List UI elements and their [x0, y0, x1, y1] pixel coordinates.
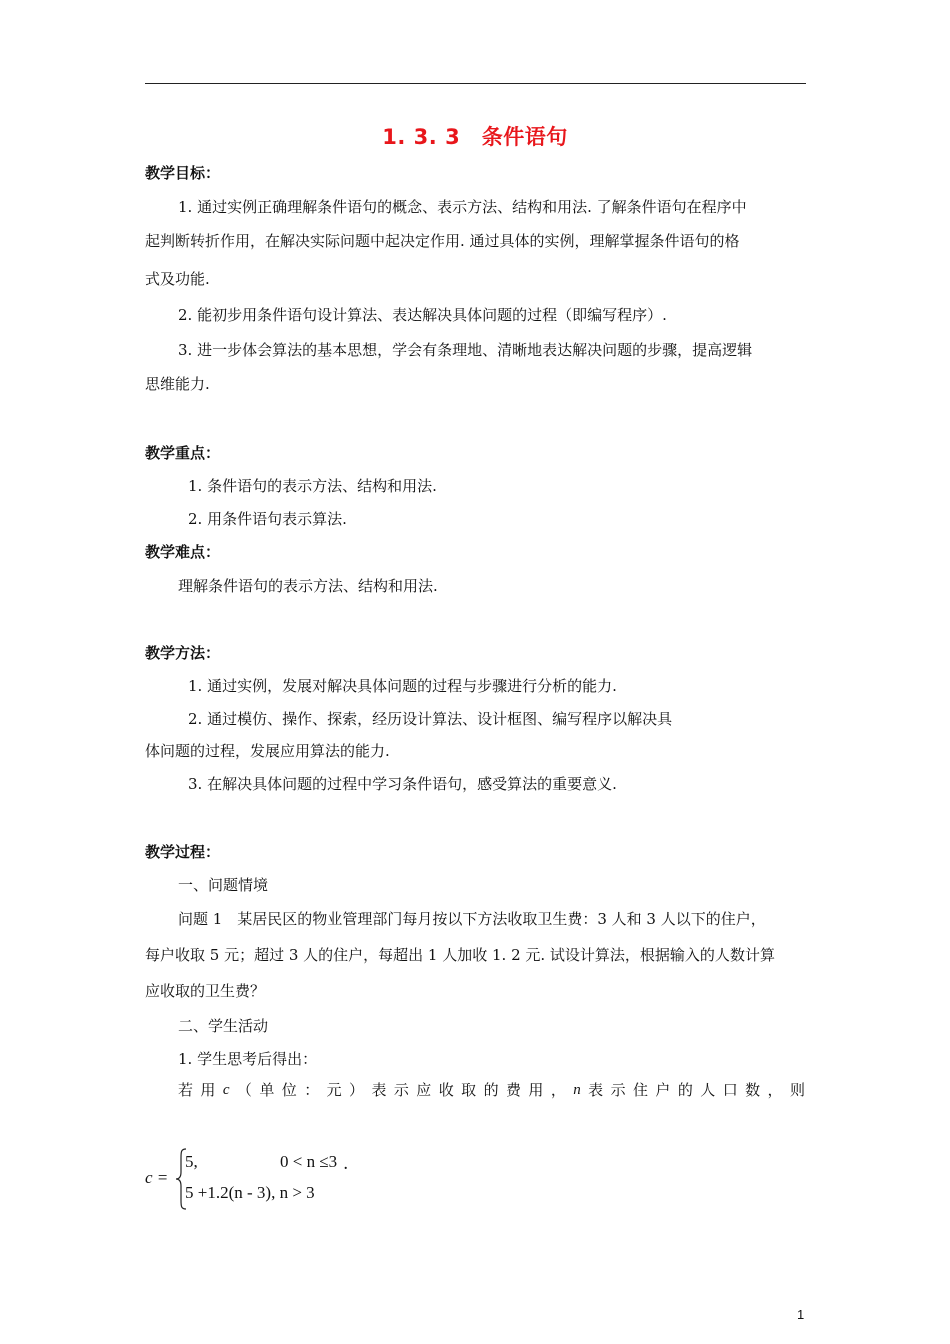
text-char: 应	[416, 1081, 432, 1099]
text-char: 户	[655, 1081, 671, 1099]
text-char: 取	[461, 1081, 477, 1099]
text-char: 位	[281, 1081, 297, 1099]
process-line: 二、学生活动	[178, 1017, 269, 1035]
text-char: （	[236, 1081, 252, 1099]
piecewise-formula	[145, 1148, 405, 1214]
text-char: 示	[610, 1081, 626, 1099]
text-char: 用	[200, 1081, 216, 1099]
text-char: 元	[326, 1081, 342, 1099]
methods-line: 体问题的过程，发展应用算法的能力.	[145, 742, 390, 760]
methods-line: 3. 在解决具体问题的过程中学习条件语句，感受算法的重要意义.	[188, 775, 617, 793]
text-char: 若	[178, 1081, 194, 1099]
text-char: 收	[438, 1081, 454, 1099]
objectives-line: 1. 通过实例正确理解条件语句的概念、表示方法、结构和用法. 了解条件语句在程序中	[178, 198, 747, 216]
methods-line: 2. 通过模仿、操作、探索，经历设计算法、设计框图、编写程序以解决具	[188, 710, 673, 728]
text-char: 表	[588, 1081, 604, 1099]
text-char: 口	[722, 1081, 738, 1099]
page-title: 1. 3. 3 条件语句	[382, 125, 568, 149]
process-line: 应收取的卫生费？	[145, 982, 266, 1000]
variable-definition-line	[178, 1080, 805, 1100]
difficulties-line: 理解条件语句的表示方法、结构和用法.	[178, 577, 438, 595]
process-line: 1. 学生思考后得出：	[178, 1050, 318, 1068]
process-heading: 教学过程：	[145, 843, 221, 861]
process-line: 一、问题情境	[178, 876, 269, 894]
methods-line: 1. 通过实例，发展对解决具体问题的过程与步骤进行分析的能力.	[188, 677, 617, 695]
text-char: 单	[259, 1081, 275, 1099]
formula-case1-value: 5,	[185, 1152, 198, 1171]
objectives-line: 3. 进一步体会算法的基本思想，学会有条理地、清晰地表达解决问题的步骤，提高逻辑	[178, 341, 753, 359]
page-number: 1	[797, 1307, 805, 1322]
methods-heading: 教学方法：	[145, 644, 221, 662]
key-points-heading: 教学重点：	[145, 444, 221, 462]
text-char: 表	[371, 1081, 387, 1099]
math-variable: n	[573, 1082, 581, 1098]
text-char: 费	[505, 1081, 521, 1099]
text-char: 住	[633, 1081, 649, 1099]
text-char: ，	[767, 1081, 783, 1099]
text-char: 人	[700, 1081, 716, 1099]
text-char: 示	[393, 1081, 409, 1099]
text-char: 的	[483, 1081, 499, 1099]
objectives-line: 思维能力.	[145, 375, 210, 393]
text-char: ，	[550, 1081, 566, 1099]
text-char: 数	[745, 1081, 761, 1099]
math-variable: c	[222, 1082, 230, 1098]
formula-end: .	[343, 1154, 349, 1174]
text-char: 用	[528, 1081, 544, 1099]
objectives-line: 起判断转折作用，在解决实际问题中起决定作用. 通过具体的实例，理解掌握条件语句的格	[145, 232, 740, 250]
process-line: 问题 1 某居民区的物业管理部门每月按以下方法收取卫生费：3 人和 3 人以下的住户，	[178, 910, 766, 928]
header-rule	[145, 83, 806, 84]
text-char: ）	[349, 1081, 365, 1099]
objectives-line: 式及功能.	[145, 270, 210, 288]
key-points-line: 1. 条件语句的表示方法、结构和用法.	[188, 477, 437, 495]
objectives-line: 2. 能初步用条件语句设计算法、表达解决具体问题的过程（即编写程序）.	[178, 306, 667, 324]
difficulties-heading: 教学难点：	[145, 543, 221, 561]
formula-case2: 5 +1.2(n - 3), n > 3	[185, 1183, 315, 1202]
text-char: 则	[789, 1081, 805, 1099]
objectives-heading: 教学目标：	[145, 164, 221, 182]
process-line: 每户收取 5 元；超过 3 人的住户，每超出 1 人加收 1. 2 元. 试设计算法，根据输入的人数计算	[145, 946, 775, 964]
text-char: ：	[304, 1081, 320, 1099]
text-char: 的	[677, 1081, 693, 1099]
key-points-line: 2. 用条件语句表示算法.	[188, 510, 347, 528]
formula-lhs: c =	[145, 1168, 169, 1187]
formula-case1-condition: 0 < n ≤3	[280, 1152, 338, 1171]
